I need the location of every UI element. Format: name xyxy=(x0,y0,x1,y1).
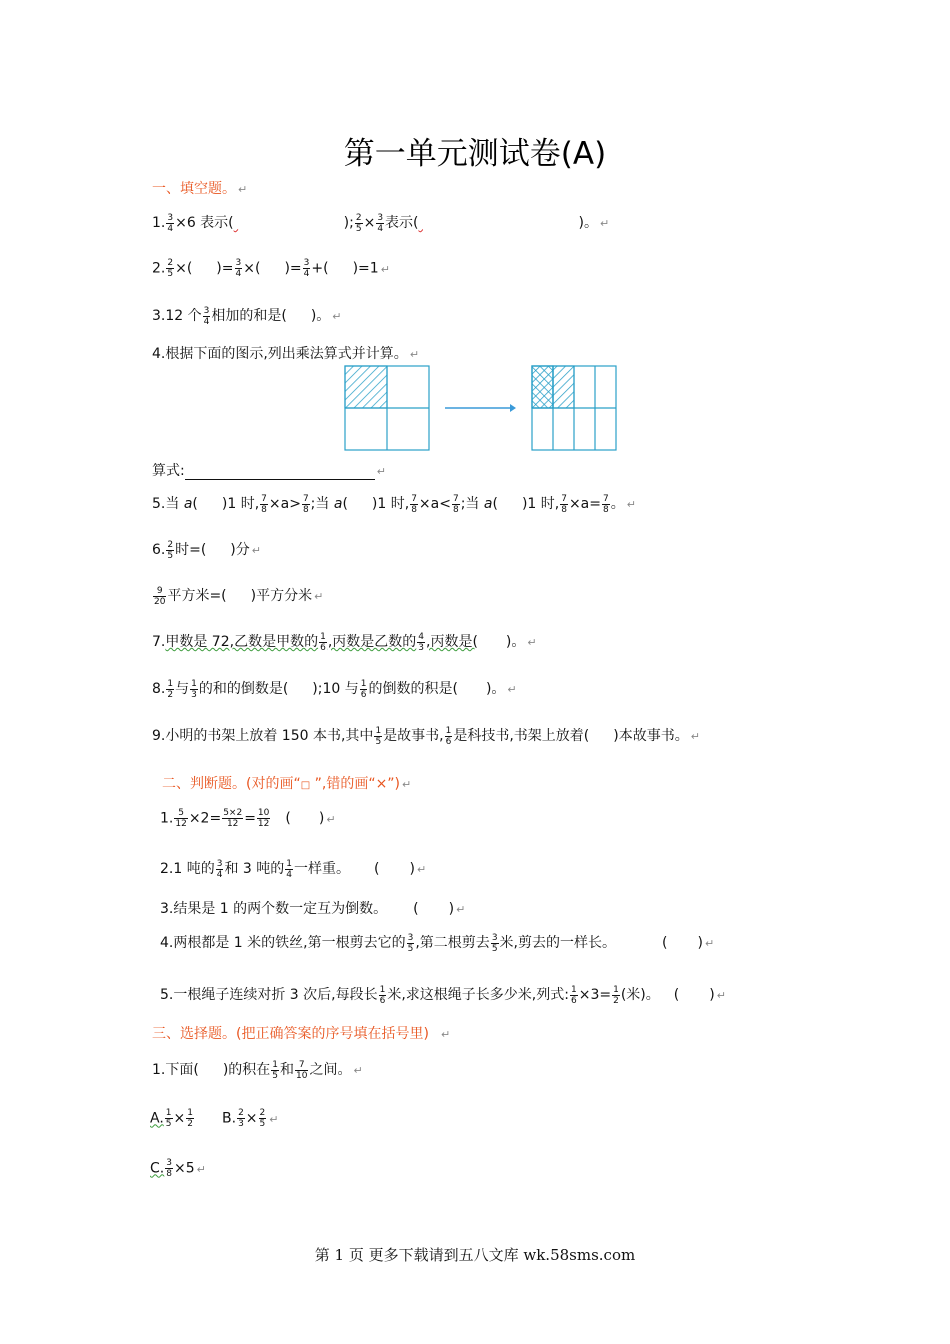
question-6: 6. $\frac{2}{5}$ 时=( )分 ↵ xyxy=(152,539,261,561)
judge-1: 1. $\frac{5}{12}$ ×2= $\frac{5\times 2}{12}$ = $\frac{10}{12}$ ( ) ↵ xyxy=(160,808,336,829)
option-b[interactable]: B. $\frac{2}{3}$ × $\frac{2}{5}$ ↵ xyxy=(222,1108,279,1129)
option-c[interactable]: C. $\frac{3}{8}$ ×5 ↵ xyxy=(150,1158,206,1179)
page-title: 第一单元测试卷(A) xyxy=(343,136,607,172)
fraction-diagram xyxy=(340,362,630,454)
question-4: 4.根据下面的图示,列出乘法算式并计算。 ↵ xyxy=(152,346,420,362)
section-fill-in-title: 一、填空题。 ↵ xyxy=(152,181,248,197)
question-8: 8. $\frac{1}{2}$ 与 $\frac{1}{3}$ 的和的倒数是( );10 与 $\frac{1}{6}$ 的倒数的积是( )。 ↵ xyxy=(152,678,517,700)
question-3: 3.12 个 $\frac{3}{4}$ 相加的和是( )。 ↵ xyxy=(152,305,342,327)
option-a[interactable]: A. $\frac{1}{5}$ × $\frac{1}{2}$ xyxy=(150,1108,193,1129)
formula-line: 算式: ↵ xyxy=(152,463,386,479)
section-choice-title: 三、选择题。(把正确答案的序号填在括号里) ↵ xyxy=(152,1026,451,1042)
question-6b: $\frac{9}{20}$ 平方米=( )平方分米 ↵ xyxy=(154,585,324,607)
page-footer: 第 1 页 更多下载请到五八文库 wk.58sms.com xyxy=(314,1246,636,1264)
judge-3: 3.结果是 1 的两个数一定互为倒数。 ( ) ↵ xyxy=(160,901,466,917)
arrow-icon xyxy=(445,404,516,412)
choice-1: 1.下面( )的积在 $\frac{1}{5}$ 和 $\frac{7}{10}$ 之间。 ↵ xyxy=(152,1059,363,1081)
question-2: 2. $\frac{2}{5}$ ×( )= $\frac{3}{4}$ ×( )= $\frac{3}{4}$ +( )=1 ↵ xyxy=(152,258,390,279)
question-5: 5.当 a( )1 时, $\frac{7}{8}$ ×a> $\frac{7}{8}$ ;当 a( )1 时, $\frac{7}{8}$ ×a< $\frac{7}{8}$ ;当 a( )1 时, $\frac{7}{8}$ ×a= $\frac{7}{8}$ 。 ↵ xyxy=(152,493,636,515)
question-9: 9.小明的书架上放着 150 本书,其中 $\frac{1}{5}$ 是故事书, $\frac{1}{6}$ 是科技书,书架上放着( )本故事书。 ↵ xyxy=(152,725,700,747)
question-7: 7.甲数是 72,乙数是甲数的 $\frac{1}{6}$ ,丙数是乙数的 $\frac{4}{3}$ ,丙数是( )。 ↵ xyxy=(152,631,537,653)
judge-5: 5.一根绳子连续对折 3 次后,每段长 $\frac{1}{6}$ 米,求这根绳子长多少米,列式: $\frac{1}{6}$ ×3= $\frac{1}{2}$ (米)。 ( ) ↵ xyxy=(160,984,726,1006)
right-square xyxy=(532,366,616,450)
left-square xyxy=(345,366,429,450)
judge-4: 4.两根都是 1 米的铁丝,第一根剪去它的 $\frac{3}{5}$ ,第二根剪去 $\frac{3}{5}$ 米,剪去的一样长。 ( ) ↵ xyxy=(160,932,715,954)
judge-2: 2.1 吨的 $\frac{3}{4}$ 和 3 吨的 $\frac{1}{4}$ 一样重。 ( ) ↵ xyxy=(160,858,427,880)
section-judge-title: 二、判断题。(对的画“□ ”,错的画“×”) ↵ xyxy=(162,776,412,792)
question-1: 1. $\frac{3}{4}$ ×6 表示( ); $\frac{2}{5}$ × $\frac{3}{4}$ 表示( )。 ↵ xyxy=(152,212,610,234)
